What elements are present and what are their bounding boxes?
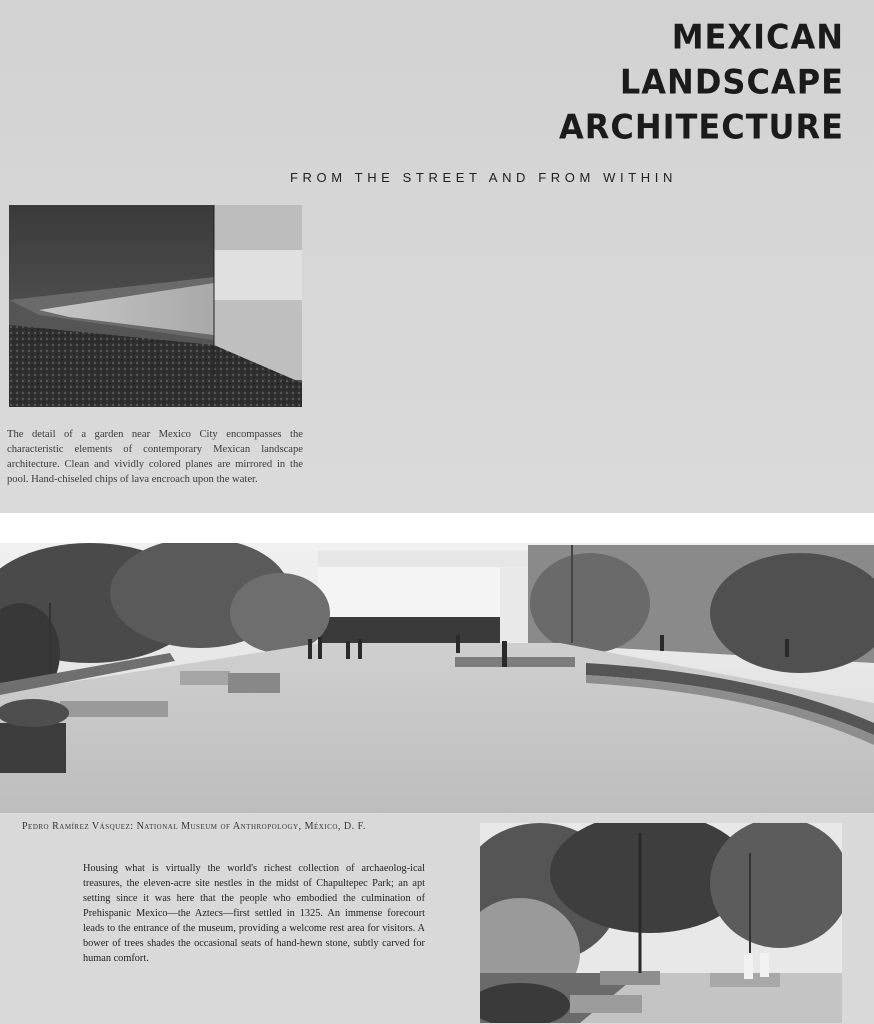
subtitle: FROM THE STREET AND FROM WITHIN [290,170,677,185]
tree-bower-photo [480,823,842,1023]
title-line-3: ARCHITECTURE [558,107,844,147]
garden-pool-photo [9,205,302,407]
credit-author: Pedro Ramírez Vásquez: [22,821,134,832]
title-line-1: MEXICAN [671,17,844,57]
title-line-2: LANDSCAPE [619,62,844,102]
credit-work: National Museum of Anthropology, México, D. F. [136,821,366,832]
bottom-page [0,543,874,1024]
body-paragraph: Housing what is virtually the world's richest collection of archaeolog-ical treasures, the eleven-acre site nestles in the midst of Chapultepec Park; an apt setting since it was here that the people who embodied the culmination of Prehispanic Mexico—the Aztecs—first settled in 1325. An immense forecourt leads to the entrance of the museum, providing a welcome rest area for visitors. A bower of trees shades the occasional seats of hand-hewn stone, subtly carved for human comfort. [83,863,425,964]
museum-forecourt-photo [0,543,874,813]
photo-credit [22,821,366,832]
garden-caption: The detail of a garden near Mexico City encompasses the characteristic elements of contemporary Mexican landscape architecture. Clean and vividly colored planes are mirrored in the pool. Hand-chiseled chips of lava encroach upon the water. [7,429,303,485]
